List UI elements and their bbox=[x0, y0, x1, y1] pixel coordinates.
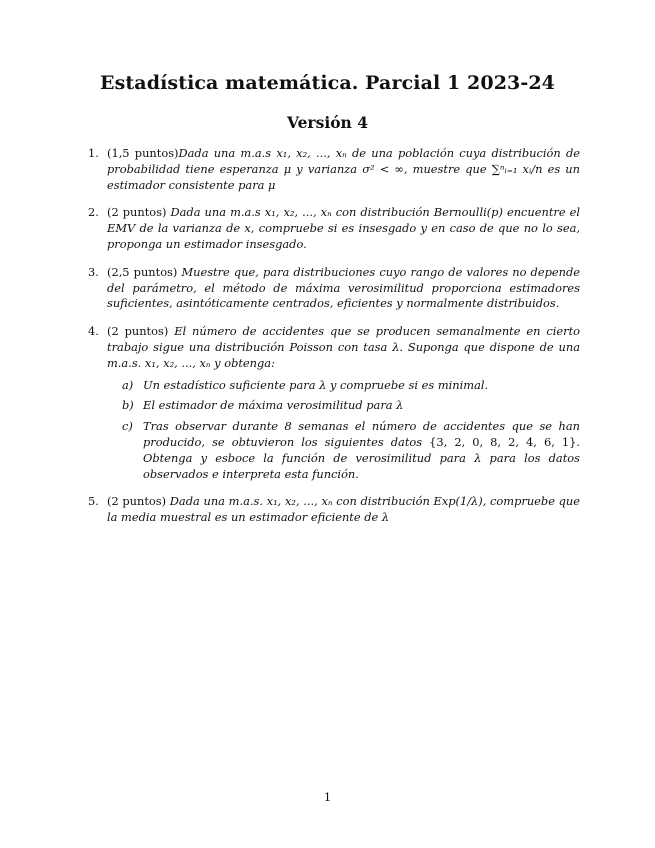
problem-statement: de una población cuya distribución de probabilidad tiene esperanza μ y varianza σ² < ∞, muestre que bbox=[107, 146, 580, 176]
problem-points: (2,5 puntos) bbox=[107, 264, 178, 279]
math-exp-formula: Exp(1/λ) bbox=[433, 494, 483, 509]
problem-statement: El número de accidentes que se producen semanalmente en cierto trabajo sigue una distribución Poisson con tasa λ. Suponga que dispone de una m.a.s. bbox=[107, 324, 580, 370]
data-set: {3, 2, 0, 8, 2, 4, 6, 1} bbox=[429, 434, 577, 449]
math-sample: x₁, x₂, ..., xₙ bbox=[144, 355, 211, 370]
problem-number: 5. bbox=[88, 494, 99, 509]
problem-list bbox=[88, 146, 580, 538]
problem-statement: , compruebe que la media muestral es un estimador eficiente de λ bbox=[107, 494, 581, 525]
subitem-letter: c) bbox=[122, 419, 133, 434]
subitem-letter: b) bbox=[122, 398, 134, 413]
page-title: Estadística matemática. Parcial 1 2023-24 bbox=[100, 72, 555, 94]
page-number: 1 bbox=[323, 790, 332, 804]
problem-number: 3. bbox=[88, 264, 99, 279]
problem-item bbox=[88, 324, 580, 482]
problem-statement: Dada una m.a.s bbox=[178, 146, 277, 160]
math-sample: x₁, x₂, ..., xₙ bbox=[276, 146, 347, 160]
subitem-text: Un estadístico suficiente para λ y compruebe si es minimal. bbox=[143, 377, 489, 392]
math-sample: x₁, x₂, ..., xₙ bbox=[266, 494, 333, 509]
subitem bbox=[107, 378, 580, 394]
subitem bbox=[107, 398, 580, 414]
subitem-list bbox=[107, 378, 580, 483]
problem-number: 1. bbox=[88, 146, 99, 160]
version-heading: Versión 4 bbox=[286, 113, 369, 132]
math-sample: x₁, x₂, ..., xₙ bbox=[264, 205, 332, 220]
subitem-text: . Obtenga y esboce la función de verosimilitud para λ para los datos observados e interpreta esta función. bbox=[143, 434, 580, 481]
problem-statement: con distribución Bernoulli(p) encuentre el EMV de la varianza de x, compruebe si es insesgado y en caso de que no lo sea, proponga un estimador insesgado. bbox=[107, 205, 581, 251]
problem-statement: Dada una m.a.s bbox=[170, 205, 265, 220]
problem-item bbox=[88, 494, 580, 526]
problem-statement: con distribución bbox=[332, 494, 434, 509]
problem-points: (1,5 puntos) bbox=[107, 146, 179, 160]
problem-item bbox=[88, 205, 580, 252]
problem-statement: y obtenga: bbox=[210, 355, 275, 370]
problem-statement: Dada una m.a.s. bbox=[169, 494, 267, 509]
subitem bbox=[107, 419, 580, 482]
problem-item bbox=[88, 146, 580, 193]
problem-number: 2. bbox=[88, 205, 99, 220]
problem-number: 4. bbox=[88, 324, 99, 339]
problem-statement: Muestre que, para distribuciones cuyo rango de valores no depende del parámetro, el método de máxima verosimilitud proporciona estimadores suficientes, asintóticamente centrados, eficientes y normalmente distribuidos. bbox=[107, 264, 580, 311]
problem-points: (2 puntos) bbox=[107, 494, 167, 509]
problem-item bbox=[88, 265, 580, 312]
problem-statement: es un estimador consistente para μ bbox=[107, 161, 580, 192]
problem-points: (2 puntos) bbox=[107, 324, 169, 339]
math-sum-formula: ∑ⁿᵢ₌₁ xᵢ/n bbox=[491, 161, 543, 176]
subitem-text: El estimador de máxima verosimilitud para λ bbox=[143, 398, 404, 413]
problem-points: (2 puntos) bbox=[107, 205, 167, 220]
subitem-text: Tras observar durante 8 semanas el número de accidentes que se han producido, se obtuvieron los siguientes datos bbox=[143, 419, 580, 449]
subitem-letter: a) bbox=[122, 377, 134, 392]
